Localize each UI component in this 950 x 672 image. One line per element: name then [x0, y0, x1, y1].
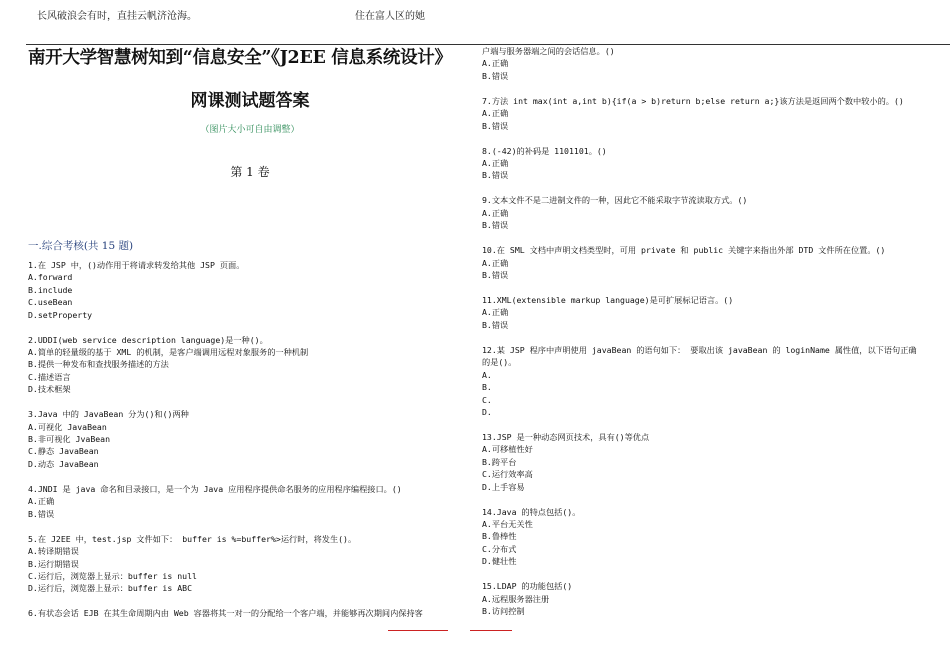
footer-red-rule-left — [388, 630, 448, 631]
answer-option: A.平台无关性 — [482, 518, 533, 529]
answer-option: C.useBean — [28, 297, 73, 308]
question-text: 3.Java 中的 JavaBean 分为()和()两种 — [28, 409, 189, 420]
answer-option: B.提供一种发布和查找服务描述的方法 — [28, 359, 169, 370]
question-item — [482, 194, 922, 231]
question-text: 2.UDDI(web service description language)是一种()。 — [28, 334, 268, 345]
answer-option: A.可移植性好 — [482, 444, 533, 455]
document-title: 南开大学智慧树知到“信息安全”《J2EE 信息系统设计》 — [28, 48, 452, 68]
question-text: 1.在 JSP 中，()动作用于将请求转发给其他 JSP 页面。 — [28, 260, 245, 270]
header-right-text: 住在富人区的她 — [355, 11, 425, 22]
question-text: 13.JSP 是一种动态网页技术，具有()等优点 — [482, 431, 650, 442]
answer-option: B.访问控制 — [482, 605, 525, 616]
question-text: 8.(-42)的补码是 1101101。() — [482, 145, 607, 156]
answer-option: A.正确 — [482, 158, 509, 169]
document-subtitle: 网课测试题答案 — [190, 91, 310, 111]
answer-option: D.setProperty — [28, 309, 93, 320]
question-text: 5.在 J2EE 中，test.jsp 文件如下： buffer is %=buffer%>运行时，将发生()。 — [28, 533, 357, 544]
answer-option: B.非可视化 JvaBean — [28, 434, 111, 445]
answer-option: D.健壮性 — [482, 556, 517, 567]
question-item — [482, 244, 922, 281]
answer-option: B.错误 — [482, 170, 509, 181]
answer-option: C. — [482, 394, 492, 405]
question-item — [28, 259, 473, 321]
answer-option: B.错误 — [482, 220, 509, 231]
question-item — [28, 408, 473, 470]
image-size-note: （图片大小可自由调整） — [200, 125, 300, 135]
header-left-text: 长风破浪会有时，直挂云帆济沧海。 — [37, 11, 197, 22]
answer-option: A.正确 — [482, 108, 509, 119]
answer-option: C.描述语言 — [28, 371, 71, 382]
question-item — [482, 45, 922, 82]
answer-option: A.简单的轻量级的基于 XML 的机制，是客户端调用远程对象服务的一种机制 — [28, 347, 309, 358]
answer-option: D.上手容易 — [482, 481, 525, 492]
question-text: 10.在 SML 文档中声明文档类型时，可用 private 和 public 关键字来指出外部 DTD 文件所在位置。() — [482, 245, 886, 256]
answer-option: B.include — [28, 284, 73, 295]
answer-option: A.转译期错误 — [28, 546, 79, 557]
answer-option: A. — [482, 369, 492, 380]
answer-option: A.正确 — [482, 207, 509, 218]
question-item — [28, 483, 473, 520]
answer-option: D.运行后，浏览器上显示：buffer is ABC — [28, 583, 193, 594]
question-text: 6.有状态会话 EJB 在其生命周期内由 Web 容器将其一对一的分配给一个客户端，并能够再次期间内保持客 — [28, 608, 423, 619]
question-text: 11.XML(extensible markup language)是可扩展标记语言。() — [482, 295, 734, 306]
answer-option: B.错误 — [482, 70, 509, 81]
answer-option: A.正确 — [482, 58, 509, 69]
question-item — [482, 580, 922, 617]
section-heading: 一.综合考核(共 15 题) — [28, 240, 134, 252]
answer-option: A.可视化 JavaBean — [28, 421, 107, 432]
question-item — [482, 95, 922, 132]
volume-label: 第 1 卷 — [230, 165, 270, 179]
question-text: 12.某 JSP 程序中声明使用 javaBean 的语句如下： 要取出该 javaBean 的 loginName 属性值，以下语句正确的是()。 — [482, 344, 917, 368]
answer-option: C.静态 JavaBean — [28, 446, 99, 457]
answer-option: A.forward — [28, 272, 73, 283]
answer-option: B.错误 — [28, 508, 55, 519]
answer-option: D. — [482, 406, 492, 417]
answer-option: B.错误 — [482, 270, 509, 281]
question-text: 9.文本文件不是二进制文件的一种，因此它不能采取字节流读取方式。() — [482, 195, 748, 206]
question-text: 7.方法 int max(int a,int b){if(a > b)return b;else return a;}该方法是返回两个数中较小的。() — [482, 95, 904, 106]
answer-option: C.运行效率高 — [482, 469, 533, 480]
answer-option: B. — [482, 382, 492, 393]
question-item — [482, 431, 922, 493]
right-question-column — [482, 45, 922, 630]
answer-option: B.运行期错误 — [28, 558, 79, 569]
left-question-column — [28, 259, 473, 632]
question-text: 4.JNDI 是 java 命名和目录接口，是一个为 Java 应用程序提供命名服务的应用程序编程接口。() — [28, 483, 402, 494]
answer-option: B.跨平台 — [482, 456, 517, 467]
question-item — [482, 344, 922, 418]
answer-option: D.动态 JavaBean — [28, 458, 99, 469]
answer-option: A.正确 — [482, 307, 509, 318]
footer-red-rule-right — [470, 630, 512, 631]
question-item — [28, 334, 473, 396]
question-text: 15.LDAP 的功能包括() — [482, 581, 573, 592]
answer-option: A.正确 — [482, 257, 509, 268]
question-item — [28, 607, 473, 619]
question-item — [28, 533, 473, 595]
question-item — [482, 506, 922, 568]
answer-option: D.技术框架 — [28, 384, 71, 395]
answer-option: B.错误 — [482, 319, 509, 330]
answer-option: A.正确 — [28, 496, 55, 507]
answer-option: C.分布式 — [482, 543, 517, 554]
answer-option: C.运行后，浏览器上显示：buffer is null — [28, 570, 197, 581]
question-item — [482, 145, 922, 182]
question-text: 户端与服务器端之间的会话信息。() — [482, 46, 615, 56]
answer-option: A.远程服务器注册 — [482, 593, 550, 604]
answer-option: B.鲁棒性 — [482, 531, 517, 542]
question-item — [482, 294, 922, 331]
question-text: 14.Java 的特点包括()。 — [482, 506, 581, 517]
answer-option: B.错误 — [482, 120, 509, 131]
